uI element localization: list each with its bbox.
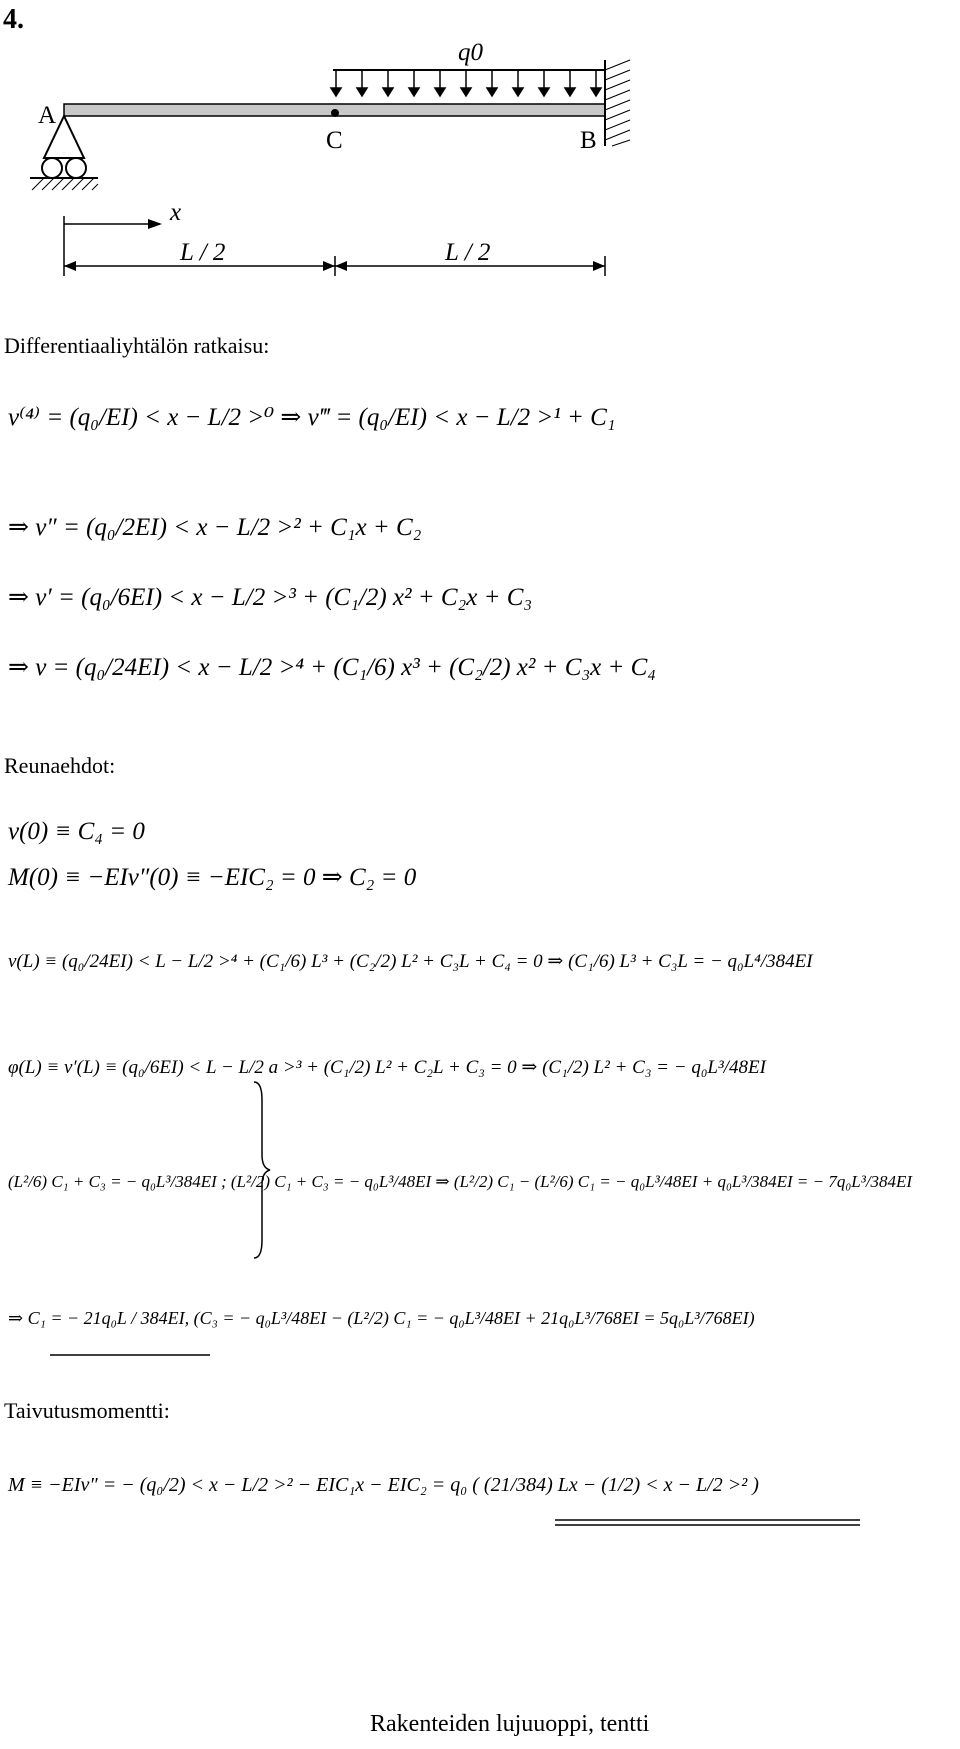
ground-hatch	[32, 178, 98, 190]
load-label: q0	[458, 39, 483, 66]
c1-underline	[50, 1352, 210, 1358]
equation-3: ⇒ v′ = (q₀/6EI) < x − L/2 >³ + (C₁/2) x² + C₂x + C₃	[8, 584, 533, 611]
dim-left-label: L / 2	[180, 239, 226, 266]
heading-moment: Taivutusmomentti:	[4, 1398, 170, 1423]
c1-result: ⇒ C₁ = − 21q₀L / 384EI, (C₃ = − q₀L³/48EI − (L²/2) C₁ = − q₀L³/48EI + 21q₀L³/768EI = 5q₀L³/768EI)	[8, 1308, 755, 1328]
x-axis-label: x	[170, 199, 182, 226]
boundary-condition-1: v(0) ≡ C₄ = 0	[8, 818, 145, 845]
equation-2: ⇒ v″ = (q₀/2EI) < x − L/2 >² + C₁x + C₂	[8, 514, 422, 541]
boundary-condition-2: M(0) ≡ −EIv″(0) ≡ −EIC₂ = 0 ⇒ C₂ = 0	[8, 864, 417, 891]
roller-1	[42, 158, 62, 178]
moment-double-underline	[555, 1518, 860, 1528]
point-a-label: A	[38, 102, 57, 129]
beam-figure	[0, 30, 640, 280]
equation-1: v⁽⁴⁾ = (q₀/EI) < x − L/2 >⁰ ⇒ v‴ = (q₀/EI) < x − L/2 >¹ + C₁	[8, 404, 616, 431]
boundary-condition-4: φ(L) ≡ v′(L) ≡ (q₀/6EI) < L − L/2 a >³ + (C₁/2) L² + C₂L + C₃ = 0 ⇒ (C₁/2) L² + C₃ = − q₀L³/48EI	[8, 1057, 766, 1078]
equation-4: ⇒ v = (q₀/24EI) < x − L/2 >⁴ + (C₁/6) x³ + (C₂/2) x² + C₃x + C₄	[8, 654, 656, 681]
system-brace	[252, 1080, 272, 1260]
heading-boundary: Reunaehdot:	[4, 753, 116, 778]
point-c-dot	[331, 109, 339, 117]
dim-right-label: L / 2	[445, 239, 491, 266]
problem-number: 4.	[3, 4, 24, 35]
point-c-label: C	[326, 127, 343, 154]
roller-2	[66, 158, 86, 178]
page-footer: Rakenteiden lujuuoppi, tentti	[370, 1711, 650, 1737]
wall-hatch	[605, 60, 630, 146]
heading-differential: Differentiaaliyhtälön ratkaisu:	[4, 333, 270, 358]
boundary-condition-3: v(L) ≡ (q₀/24EI) < L − L/2 >⁴ + (C₁/6) L³ + (C₂/2) L² + C₃L + C₄ = 0 ⇒ (C₁/6) L³ + C₃L = − q₀L⁴/384EI	[8, 951, 813, 972]
load-arrows	[331, 70, 601, 96]
moment-equation: M ≡ −EIv″ = − (q₀/2) < x − L/2 >² − EIC₁x − EIC₂ = q₀ ( (21/384) Lx − (1/2) < x − L/2 >² )	[8, 1474, 759, 1496]
point-b-label: B	[580, 127, 597, 154]
system-equations: (L²/6) C₁ + C₃ = − q₀L³/384EI ; (L²/2) C₁ + C₃ = − q₀L³/48EI ⇒ (L²/2) C₁ − (L²/6) C₁ = − q₀L³/48EI + q₀L³/384EI = − 7q₀L³/384EI	[8, 1172, 913, 1191]
